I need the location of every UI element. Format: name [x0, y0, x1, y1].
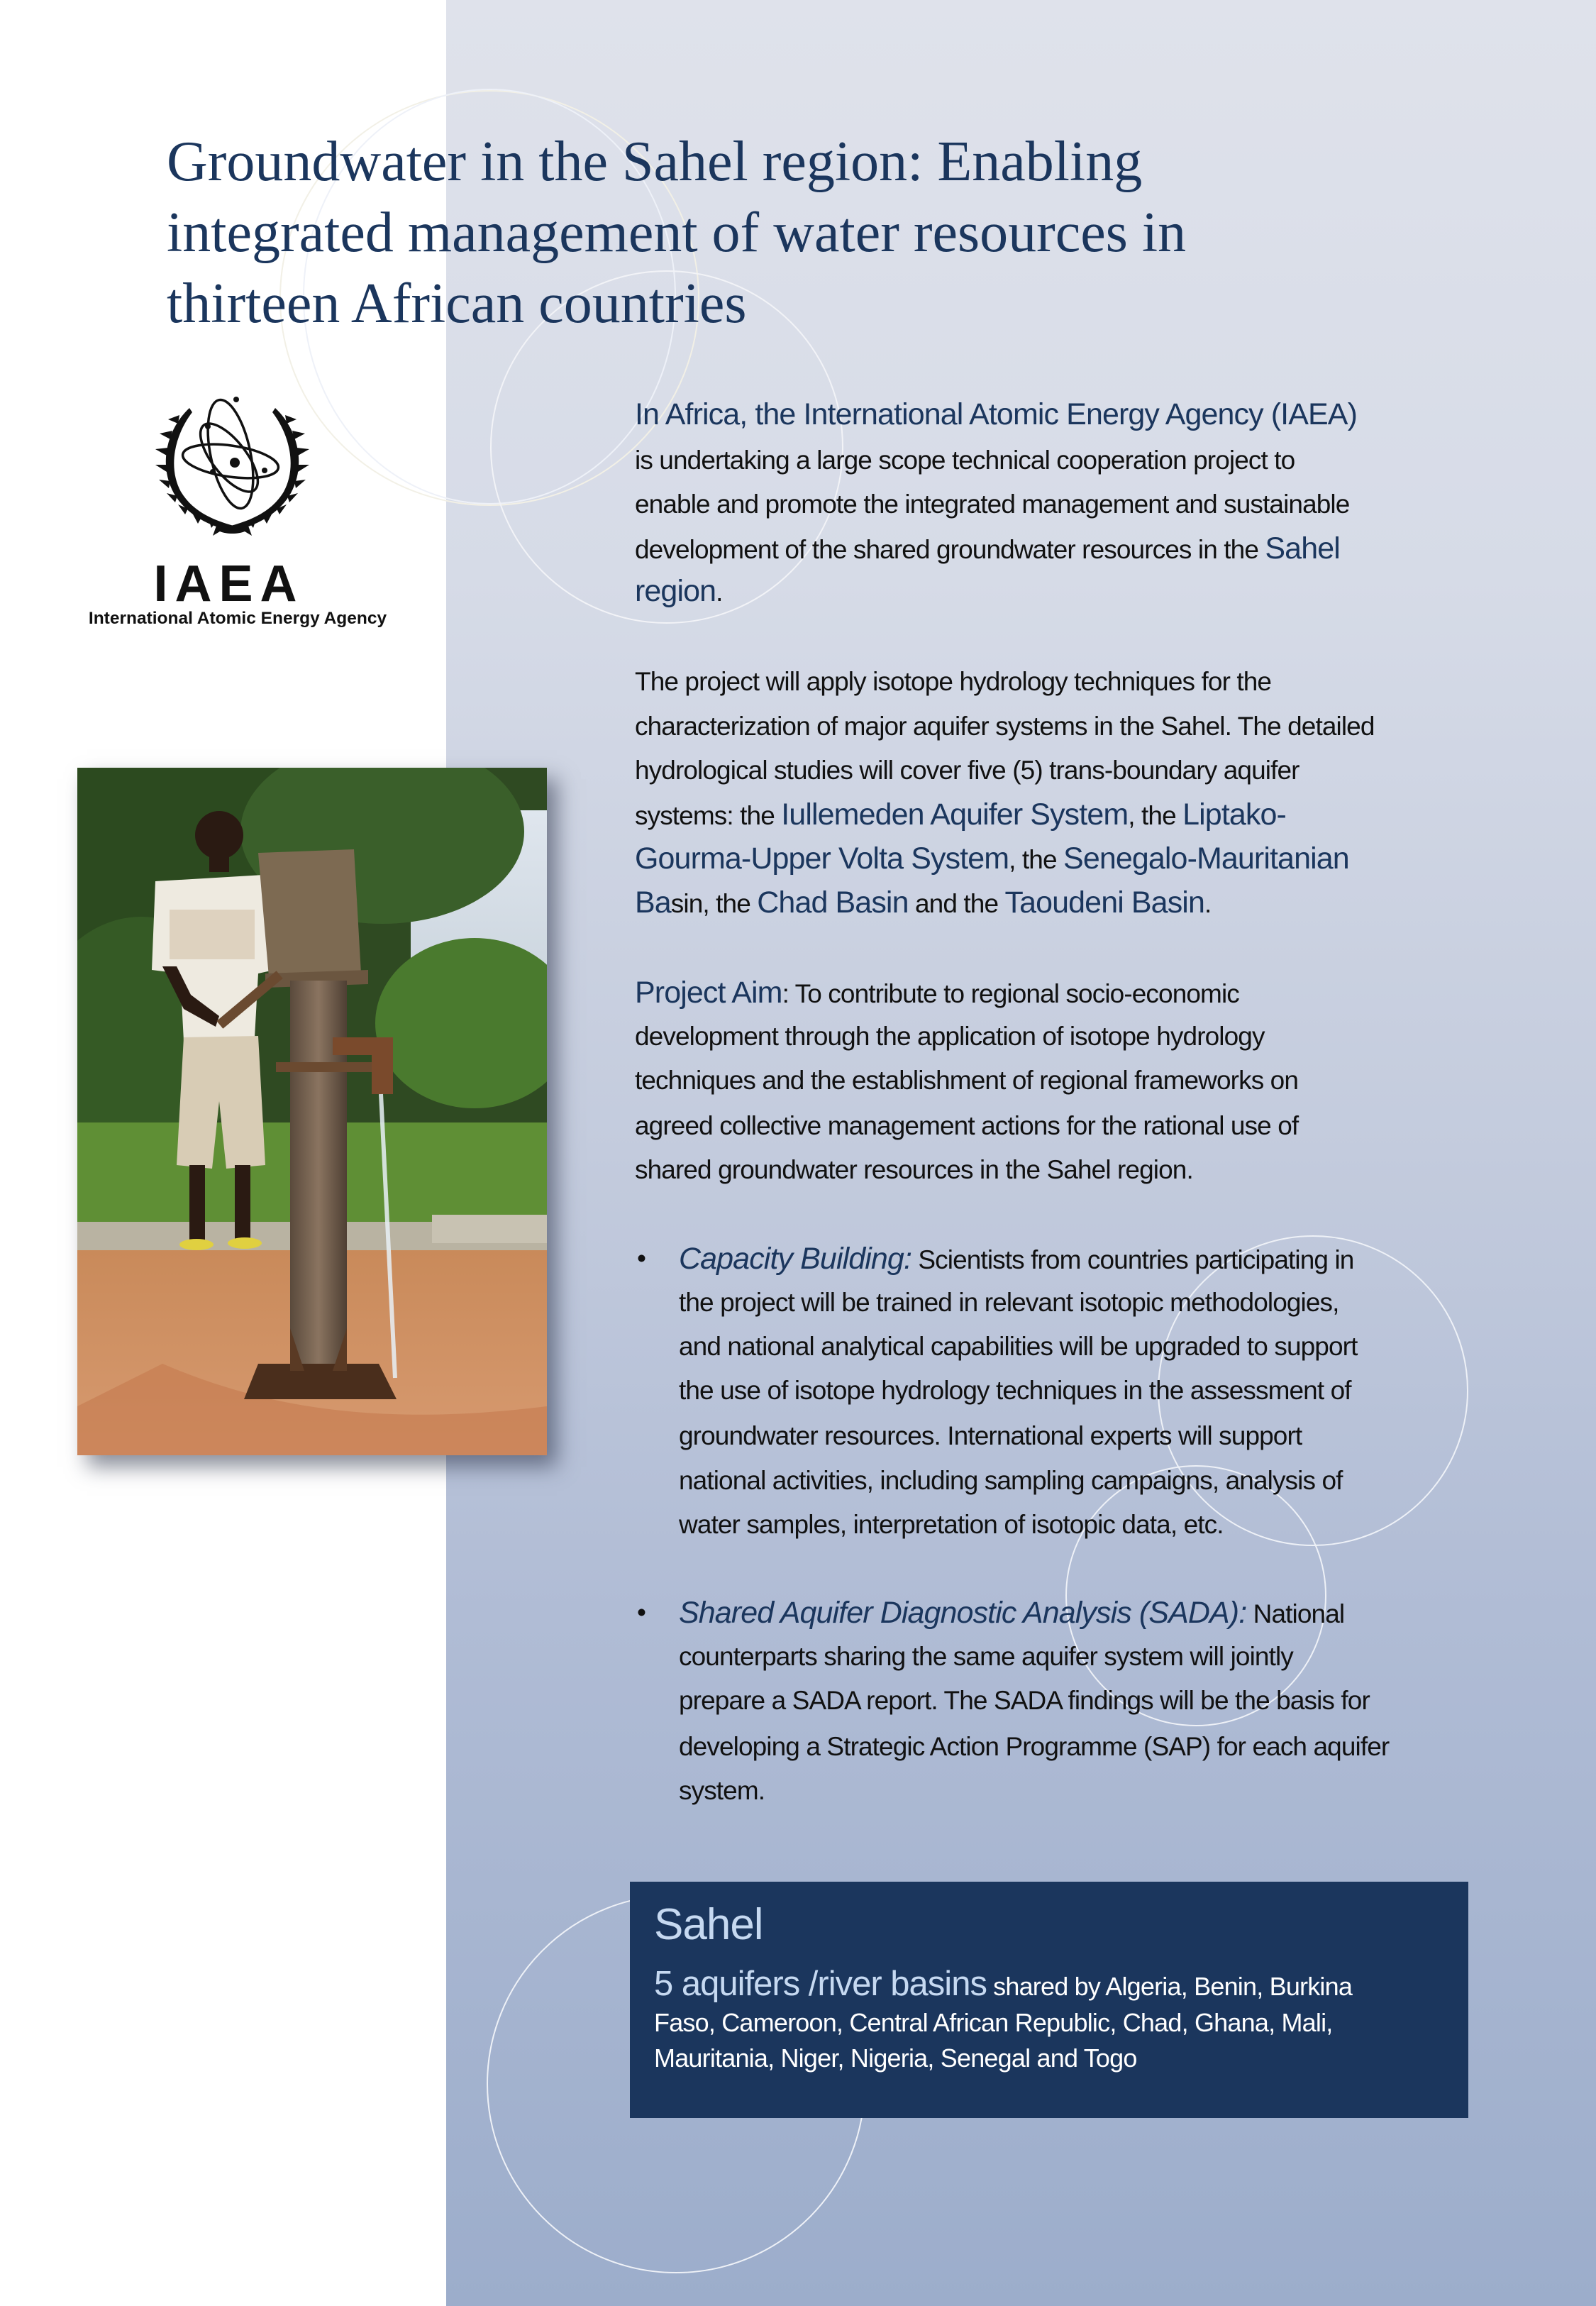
sahel-summary-box — [630, 1882, 1468, 2118]
iaea-emblem-icon — [145, 387, 319, 539]
page-title — [167, 126, 1302, 339]
sahel-box-line: Faso, Cameroon, Central African Republic, Chad, Ghana, Mali, — [654, 2008, 1333, 2037]
aquifer-name: Iullemeden Aquifer System — [781, 798, 1129, 832]
intro-line — [635, 392, 1357, 436]
bullet-line: water samples, interpretation of isotopic data, etc. — [679, 1510, 1224, 1539]
aquifer-name: Senegalo-Mauritanian — [1063, 842, 1349, 876]
bullet-line: developing a Strategic Action Programme (SAP) for each aquifer — [679, 1732, 1390, 1761]
project-line: hydrological studies will cover five (5) trans-boundary aquifer — [635, 756, 1299, 785]
project-text: sin, the — [670, 889, 758, 918]
intro-line: is undertaking a large scope technical cooperation project to — [635, 446, 1295, 475]
aim-line — [635, 971, 1239, 1015]
aim-line: agreed collective management actions for the rational use of — [635, 1111, 1299, 1140]
intro-highlight-sahel: Sahel — [1265, 531, 1340, 566]
bullet-line: system. — [679, 1776, 765, 1805]
aquifer-name: Liptako- — [1182, 798, 1286, 832]
iaea-logo — [71, 387, 404, 635]
intro-highlight-region: region — [635, 574, 716, 608]
sahel-box-highlight: 5 aquifers /river basins — [654, 1965, 987, 2003]
project-text: . — [1204, 889, 1212, 918]
bullet-line: the project will be trained in relevant isotopic methodologies, — [679, 1288, 1339, 1317]
title-line: integrated management of water resources in — [167, 202, 1187, 264]
project-line: The project will apply isotope hydrology techniques for the — [635, 667, 1272, 696]
intro-line — [635, 526, 1340, 570]
aim-line: development through the application of isotope hydrology — [635, 1022, 1265, 1051]
intro-line: enable and promote the integrated management and sustainable — [635, 490, 1350, 519]
aquifer-name: Ba — [635, 886, 671, 920]
intro-text: development of the shared groundwater resources in the — [635, 535, 1265, 564]
logo-acronym: IAEA — [153, 556, 304, 612]
bullet-line: groundwater resources. International experts will support — [679, 1421, 1302, 1450]
project-text: , the — [1128, 801, 1183, 830]
project-line — [635, 793, 1286, 837]
intro-line — [635, 569, 723, 613]
bullet-line: national activities, including sampling campaigns, analysis of — [679, 1466, 1343, 1495]
aim-line: shared groundwater resources in the Sahel region. — [635, 1155, 1193, 1184]
aquifer-name: Chad Basin — [757, 886, 909, 920]
intro-highlight: In Africa, the International Atomic Energy Agency (IAEA) — [635, 397, 1357, 431]
bullet-text: Scientists from countries participating in — [911, 1245, 1354, 1274]
intro-text: . — [716, 578, 723, 607]
project-text: and the — [908, 889, 1005, 918]
title-line: thirteen African countries — [167, 272, 747, 335]
bullet-label: Capacity Building: — [679, 1242, 911, 1276]
sahel-box-line — [654, 1965, 1352, 2002]
project-line: characterization of major aquifer systems in the Sahel. The detailed — [635, 712, 1375, 741]
sahel-box-text: shared by Algeria, Benin, Burkina — [986, 1972, 1353, 2001]
sahel-box-title: Sahel — [654, 1900, 763, 1949]
aim-text: : To contribute to regional socio-economic — [782, 979, 1239, 1008]
bullet-line: counterparts sharing the same aquifer system will jointly — [679, 1642, 1293, 1671]
water-pump-photo-icon — [77, 768, 547, 1455]
bullet-label: Shared Aquifer Diagnostic Analysis (SADA): — [679, 1596, 1247, 1630]
bullet-marker: • — [637, 1244, 646, 1273]
bullet-marker: • — [637, 1598, 646, 1627]
bullet-line — [679, 1591, 1344, 1635]
bullet-line: and national analytical capabilities will be upgraded to support — [679, 1332, 1358, 1361]
bullet-line — [679, 1237, 1353, 1281]
project-line — [635, 837, 1349, 881]
project-text: systems: the — [635, 801, 782, 830]
bullet-line: the use of isotope hydrology techniques in the assessment of — [679, 1376, 1351, 1405]
aim-label: Project Aim — [635, 976, 782, 1010]
aim-line: techniques and the establishment of regional frameworks on — [635, 1066, 1299, 1095]
sahel-box-line: Mauritania, Niger, Nigeria, Senegal and Togo — [654, 2043, 1137, 2073]
bullet-line: prepare a SADA report. The SADA findings will be the basis for — [679, 1686, 1370, 1715]
project-line — [635, 881, 1211, 925]
project-text: , the — [1009, 845, 1064, 874]
aquifer-name: Taoudeni Basin — [1004, 886, 1204, 920]
photo-water-pump — [77, 768, 547, 1455]
aquifer-name: Gourma-Upper Volta System — [635, 842, 1009, 876]
title-line: Groundwater in the Sahel region: Enabling — [167, 131, 1143, 193]
bullet-text: National — [1246, 1599, 1345, 1628]
logo-organization-name: International Atomic Energy Agency — [88, 609, 387, 628]
